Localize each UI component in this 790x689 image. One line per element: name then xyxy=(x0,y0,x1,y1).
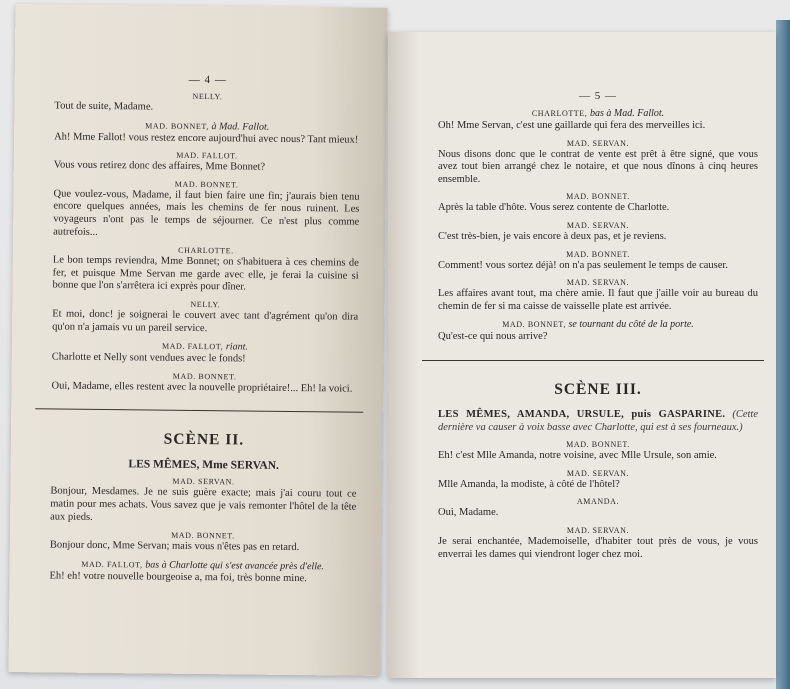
speaker: MAD. BONNET. xyxy=(171,530,235,541)
speech: Les affaires avant tout, ma chère amie. Il faut que j'aille voir au bureau du chemin de fer si ma caisse de vaisselle plate est arrivée. xyxy=(438,288,758,312)
speech: C'est très-bien, je vais encore à deux pas, et je reviens. xyxy=(438,230,667,242)
speech: Je serai enchantée, Mademoiselle, d'habiter tout près de vous, je vous enverrai les dames qui viendront loger chez moi. xyxy=(438,535,758,560)
speech: Le bon temps reviendra, Mme Bonnet; on s'habituera à ces chemins de fer, et puisque Mme Servan me garde avec elle, je ferai la cuisine si bonne que l'on s'arrêtera ici exprès pour dîner. xyxy=(52,254,359,293)
speech: Qu'est-ce qui nous arrive? xyxy=(438,331,548,343)
right-dialogue-1 xyxy=(438,108,758,344)
speech: Vous vous retirez donc des affaires, Mme Bonnet? xyxy=(53,159,266,173)
stage-direction: à Mad. Fallot. xyxy=(211,120,270,133)
left-page xyxy=(9,4,388,676)
speech: Eh! c'est Mlle Amanda, notre voisine, avec Mlle Ursule, son amie. xyxy=(438,450,717,462)
speech: Oui, Madame, elles restent avec la nouvelle propriétaire!... Eh! la voici. xyxy=(51,380,353,395)
speaker: MAD. SERVAN. xyxy=(566,220,630,230)
speaker: MAD. FALLOT, riant. xyxy=(161,341,248,353)
speaker: MAD. SERVAN. xyxy=(566,138,630,148)
speaker: MAD. SERVAN. xyxy=(566,468,630,478)
scene-cast-direction: (Cette dernière va causer à voix basse avec Charlotte, qui est à ses fourneaux.) xyxy=(438,408,759,433)
scene-cast xyxy=(438,409,758,434)
speech: Mlle Amanda, la modiste, à côté de l'hôtel? xyxy=(438,478,620,490)
speech: Et moi, donc! je soignerai le couvert avec tant d'agrément qu'on dira qu'on n'a jamais vu un pareil service. xyxy=(52,308,359,334)
speaker: AMANDA. xyxy=(576,497,620,507)
speech: Charlotte et Nelly sont vendues avec le fonds! xyxy=(51,351,246,365)
speech: Eh! eh! votre nouvelle bourgeoise a, ma foi, très bonne mine. xyxy=(49,570,307,584)
page-number-right: — 5 — xyxy=(579,90,617,102)
speaker: MAD. BONNET. xyxy=(174,179,239,190)
speech: Tout de suite, Madame. xyxy=(54,100,154,113)
speaker: MAD. BONNET, à Mad. Fallot. xyxy=(145,120,270,133)
left-dialogue-1 xyxy=(51,90,360,396)
speaker: NELLY. xyxy=(192,91,223,102)
speaker: MAD. SERVAN. xyxy=(566,278,630,288)
speech: Comment! vous sortez déjà! on n'a pas seulement le temps de causer. xyxy=(438,259,728,271)
speech: Ah! Mme Fallot! vous restez encore aujourd'hui avec nous? Tant mieux! xyxy=(54,131,359,146)
speech: Oui, Madame. xyxy=(438,507,499,519)
speaker: MAD. BONNET. xyxy=(566,440,630,450)
speaker: MAD. BONNET, se tournant du côté de la porte. xyxy=(502,319,694,331)
speech: Nous disons donc que le contrat de vente est prêt à être signé, que vous avez tout bien arrangé chez le notaire, et que nous dînons à cinq heures ensemble. xyxy=(438,148,758,185)
right-page xyxy=(388,32,776,678)
speaker: MAD. FALLOT. xyxy=(176,150,238,161)
blue-cover-edge xyxy=(776,20,790,689)
scene-cast: LES MÊMES, Mme SERVAN. xyxy=(128,458,279,473)
speaker: MAD. SERVAN. xyxy=(172,477,235,487)
speech: Bonjour donc, Mme Servan; mais vous n'êtes pas en retard. xyxy=(49,539,300,554)
speaker: MAD. BONNET. xyxy=(566,192,630,202)
speaker: NELLY. xyxy=(190,299,221,310)
speech: Bonjour, Mesdames. Je ne suis guère exacte; mais j'ai couru tout ce matin pour mes achats. Vous savez que je vais remonter l'hôtel de la tête aux pieds. xyxy=(50,485,357,523)
page-number-left: — 4 — xyxy=(188,73,227,87)
stage-direction: bas à Charlotte qui s'est avancée près d'elle. xyxy=(145,559,325,573)
left-dialogue-2 xyxy=(49,476,356,586)
speaker: CHARLOTTE, bas à Mad. Fallot. xyxy=(531,108,665,119)
speech: Que voulez-vous, Madame, il faut bien faire une fin; j'aurais bien tenu encore quelques années, mais les chemins de fer nous ruinent. Les voyageurs n'ont pas le temps de séjourner. Ce n'est plus comme autrefois... xyxy=(53,188,360,238)
speaker: CHARLOTTE. xyxy=(178,245,234,256)
section-divider xyxy=(422,360,764,361)
stage-direction: se tournant du côté de la porte. xyxy=(568,319,694,331)
speaker: MAD. BONNET. xyxy=(172,371,237,382)
scene-cast-names: LES MÊMES, AMANDA, URSULE, puis GASPARINE. xyxy=(438,408,726,420)
section-divider xyxy=(35,409,363,413)
speech: Oh! Mme Servan, c'est une gaillarde qui fera des merveilles ici. xyxy=(438,120,706,131)
scene-title: SCÈNE III. xyxy=(554,380,642,398)
stage-direction: bas à Mad. Fallot. xyxy=(590,108,665,119)
speaker: MAD. BONNET. xyxy=(566,249,630,259)
speaker: MAD. SERVAN. xyxy=(566,525,630,535)
scene-title: SCÈNE II. xyxy=(163,430,245,449)
stage-direction: riant. xyxy=(225,341,248,353)
speech: Après la table d'hôte. Vous serez contente de Charlotte. xyxy=(438,202,670,214)
right-dialogue-2 xyxy=(438,440,758,561)
speaker: MAD. FALLOT, bas à Charlotte qui s'est avancée près d'elle. xyxy=(81,559,325,573)
